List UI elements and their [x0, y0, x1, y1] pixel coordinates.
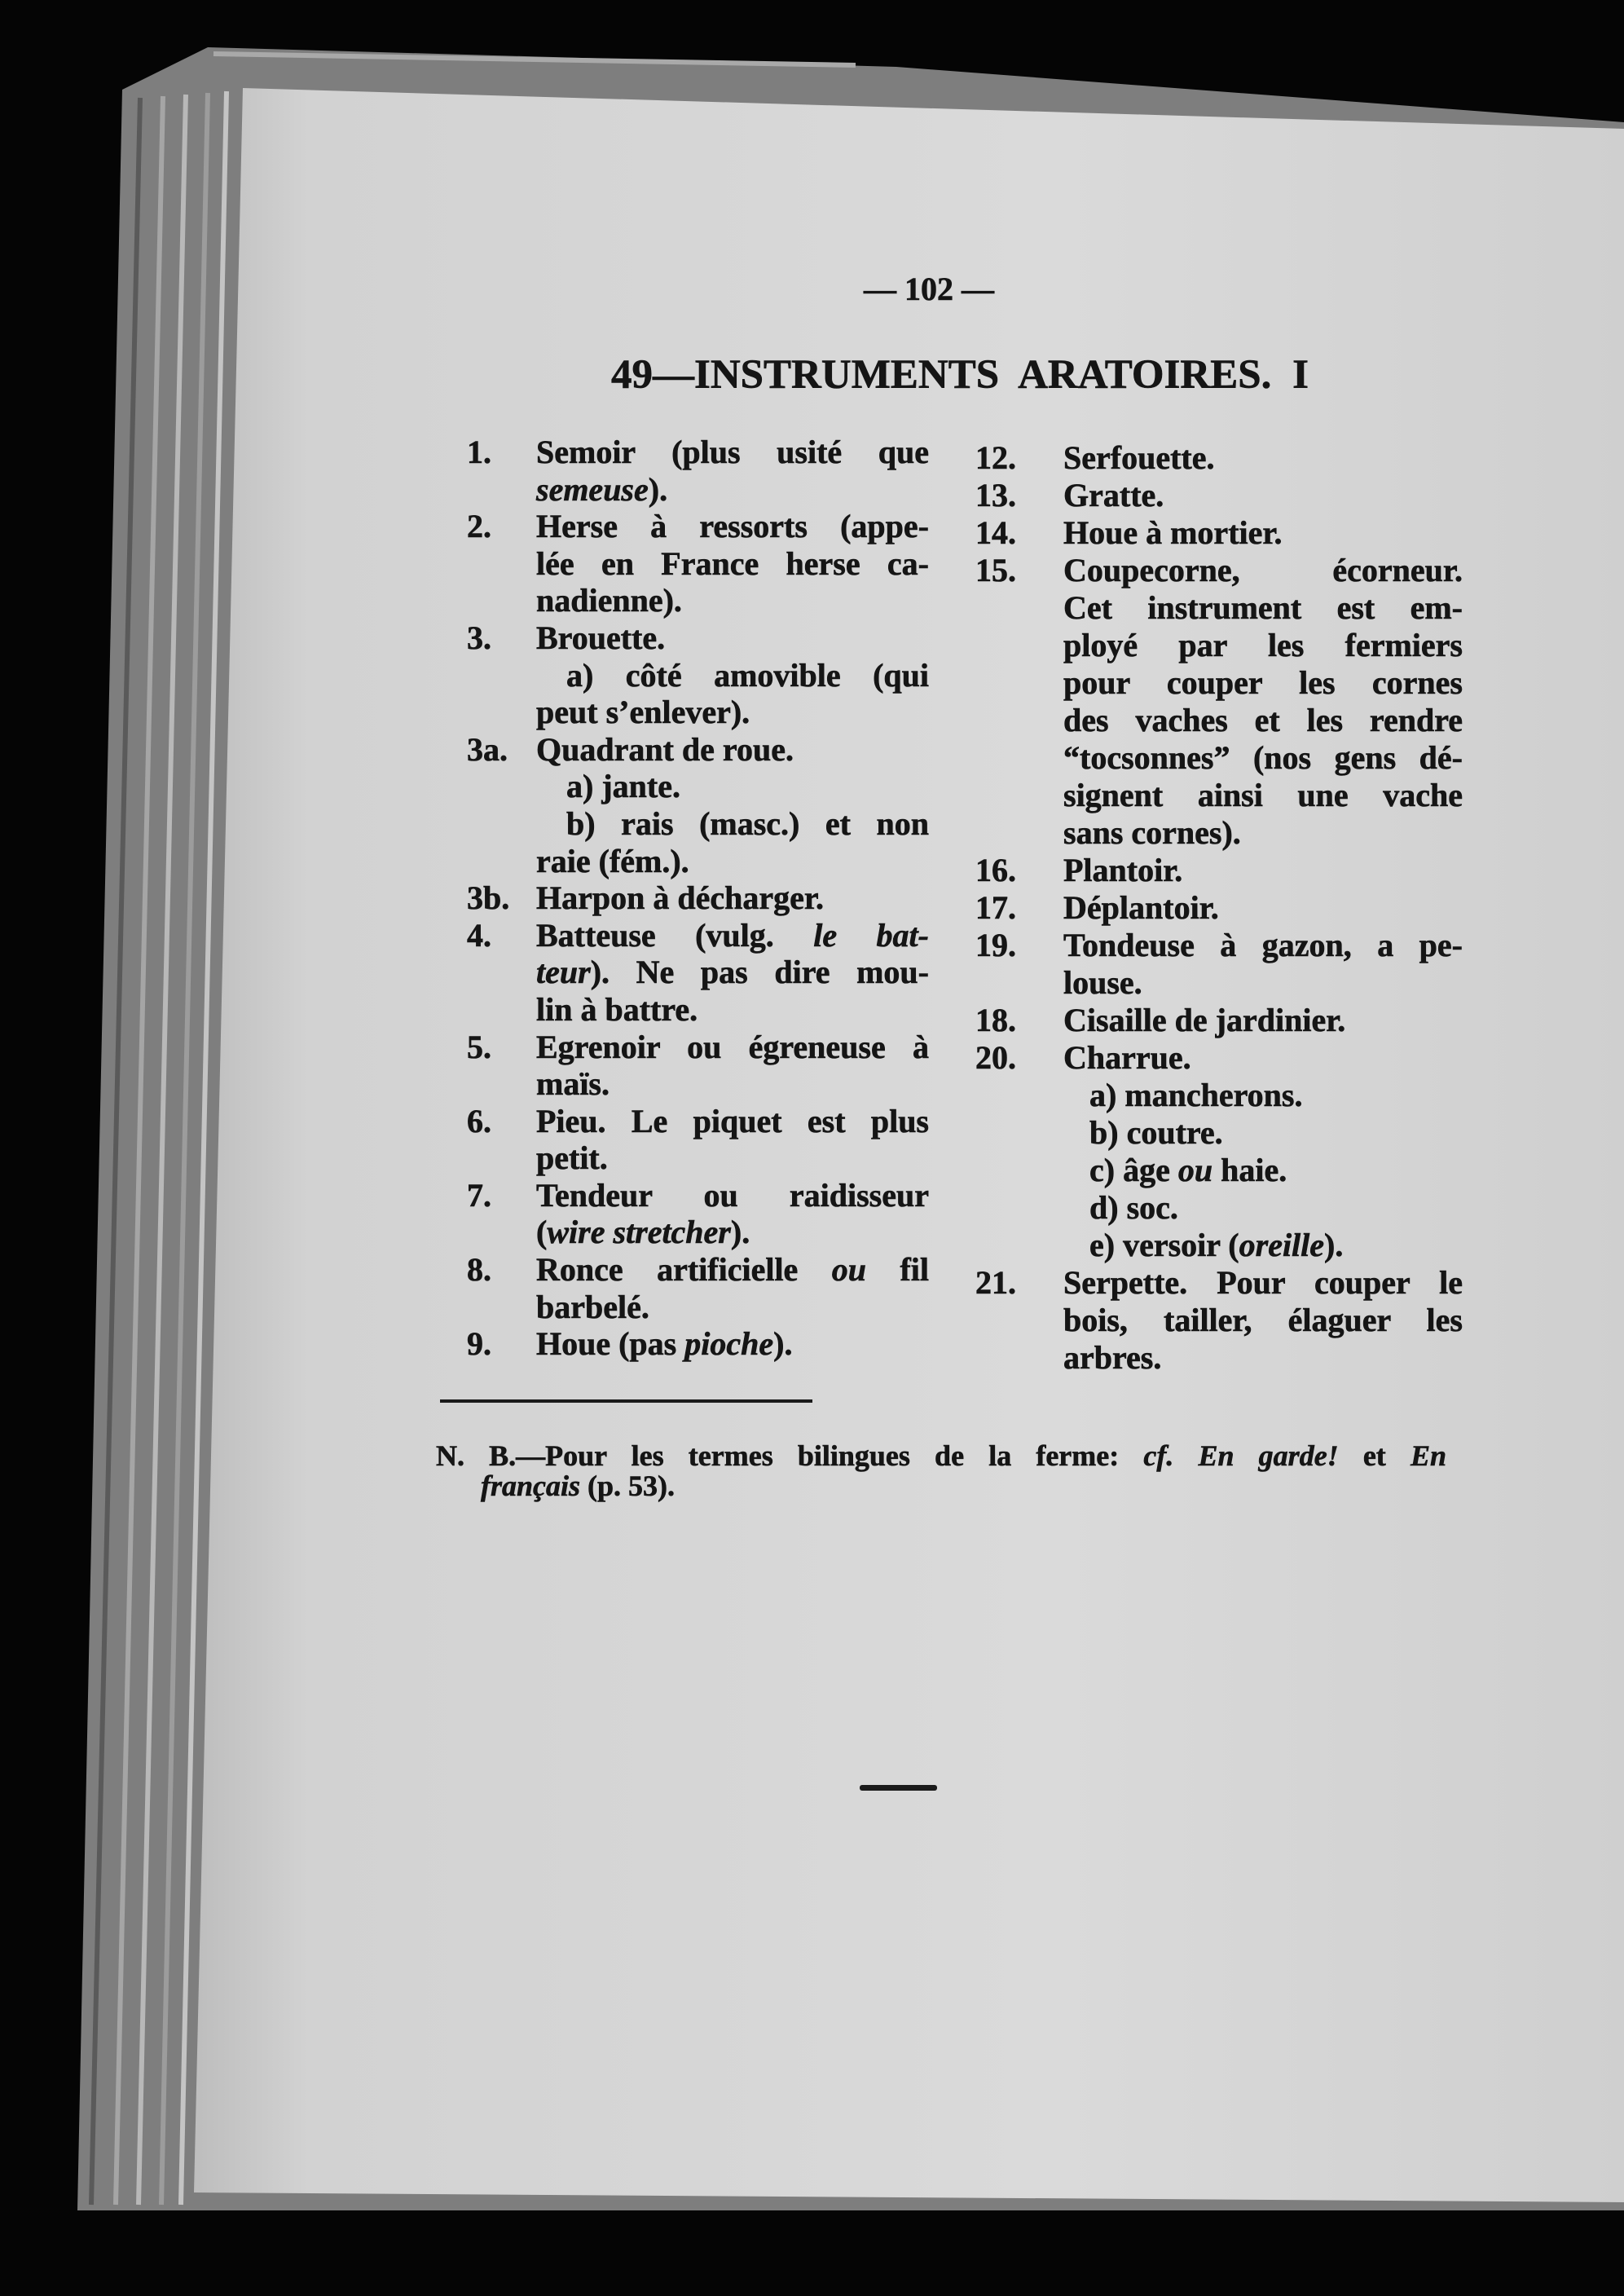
text: Batteuse (vulg. [536, 916, 814, 954]
entry-line [536, 508, 929, 545]
text: Egrenoir ou égreneuse à [536, 1028, 929, 1065]
entry-number: 20. [975, 1039, 1016, 1076]
text: d) soc. [1089, 1189, 1178, 1226]
text: (p. 53). [580, 1470, 676, 1502]
entry-line [536, 1325, 929, 1363]
text: des vaches et les rendre [1063, 702, 1463, 738]
entry-item [467, 508, 929, 619]
sub-item [1063, 1077, 1463, 1114]
sub-item-line [1063, 1077, 1463, 1114]
text: ). [773, 1325, 793, 1363]
entry-line [536, 1177, 929, 1214]
entry-line [1063, 1302, 1463, 1339]
italic-text: cf. En garde! [1143, 1439, 1339, 1472]
text: haie. [1212, 1152, 1287, 1188]
entry-line [1063, 1339, 1463, 1377]
entry-item [975, 927, 1463, 1002]
text: Semoir (plus usité que [536, 434, 929, 470]
text: Ronce artificielle [536, 1251, 832, 1289]
entry-line [536, 434, 929, 471]
text: b) rais (masc.) et non [566, 804, 929, 842]
page-number: — 102 — [864, 271, 994, 307]
text: ( [536, 1214, 548, 1251]
text: Quadrant de roue. [536, 730, 794, 768]
text: ). [1324, 1227, 1344, 1263]
entry-number: 17. [975, 889, 1016, 926]
entry-item [467, 1029, 929, 1103]
entry-item [975, 477, 1463, 514]
text: Tondeuse à gazon, a pe- [1063, 927, 1463, 963]
entry-line [1063, 852, 1463, 889]
text: ). [730, 1214, 750, 1251]
entry-line [536, 582, 929, 619]
entry-line [1063, 927, 1463, 964]
text: ). Ne pas dire mou- [590, 954, 929, 991]
footnote [436, 1441, 1446, 1501]
entry-number: 13. [975, 477, 1016, 513]
entry-line [1063, 814, 1463, 852]
entry-line [536, 1029, 929, 1066]
entry-number: 4. [467, 916, 491, 954]
sub-item-line [1063, 1152, 1463, 1189]
sub-item-line [536, 805, 929, 843]
text: Herse à ressorts (appe- [536, 508, 929, 545]
text: Coupecorne, écorneur. [1063, 552, 1463, 588]
entry-line [1063, 514, 1463, 552]
text: peut s’enlever). [536, 694, 750, 731]
sub-item-line [536, 694, 929, 731]
entry-number: 9. [467, 1325, 491, 1363]
footnote-rule [440, 1399, 812, 1403]
right-column [975, 439, 1463, 1377]
entry-line [536, 991, 929, 1029]
text: N. B.—Pour les termes bilingues de la ferme: [436, 1439, 1144, 1472]
italic-text: le bat- [813, 916, 929, 954]
italic-text: En [1410, 1439, 1446, 1472]
text: fil [866, 1251, 929, 1289]
entry-number: 14. [975, 514, 1016, 551]
entry-item [467, 434, 929, 508]
entry-line [1063, 1002, 1463, 1039]
entry-line [536, 1065, 929, 1103]
text: petit. [536, 1139, 608, 1177]
entry-number: 3. [467, 619, 491, 656]
text: Brouette. [536, 619, 666, 656]
entry-line [1063, 477, 1463, 514]
entry-item [467, 1177, 929, 1251]
sub-item [1063, 1227, 1463, 1264]
entry-line [1063, 702, 1463, 739]
text: a) côté amovible (qui [566, 656, 929, 694]
text: Gratte. [1063, 477, 1164, 513]
entry-line [1063, 552, 1463, 589]
entry-number: 19. [975, 927, 1016, 963]
sub-item-line [536, 843, 929, 880]
entry-line [1063, 627, 1463, 664]
footnote-line [436, 1441, 1446, 1471]
entry-item [467, 1251, 929, 1325]
entry-number: 1. [467, 434, 491, 470]
sub-item [1063, 1152, 1463, 1189]
entry-line [536, 731, 929, 769]
entry-line [536, 1214, 929, 1251]
entry-item [975, 1039, 1463, 1264]
entry-line [536, 545, 929, 583]
text: ). [648, 470, 668, 508]
entry-line [536, 879, 929, 917]
text: signent ainsi une vache [1063, 777, 1463, 813]
sub-item [1063, 1189, 1463, 1227]
sub-item [536, 805, 929, 879]
text: Cisaille de jardinier. [1063, 1002, 1346, 1038]
entry-number: 12. [975, 439, 1016, 476]
entry-line [1063, 664, 1463, 702]
entry-item [975, 889, 1463, 927]
entry-item [467, 1325, 929, 1363]
text: Harpon à décharger. [536, 879, 824, 917]
entry-item [467, 879, 929, 917]
entry-line [1063, 589, 1463, 627]
text: Cet instrument est em- [1063, 589, 1463, 626]
entry-number: 3a. [467, 730, 508, 768]
entry-item [975, 1264, 1463, 1377]
entry-line [1063, 739, 1463, 777]
entry-number: 7. [467, 1176, 491, 1214]
entry-line [1063, 777, 1463, 814]
text: a) jante. [566, 768, 680, 805]
italic-text: semeuse [536, 470, 649, 508]
entry-number: 6. [467, 1102, 491, 1139]
entry-item [975, 552, 1463, 852]
entry-item [975, 1002, 1463, 1039]
text: barbelé. [536, 1288, 649, 1325]
entry-item [467, 1103, 929, 1177]
entry-line [536, 619, 929, 657]
entry-line [536, 1103, 929, 1140]
entry-number: 21. [975, 1264, 1016, 1301]
italic-text: pioche [684, 1325, 774, 1363]
text: raie (fém.). [536, 842, 689, 879]
sub-item-line [1063, 1227, 1463, 1264]
text: “tocsonnes” (nos gens dé- [1063, 739, 1463, 776]
text: a) mancherons. [1089, 1077, 1303, 1113]
entry-line [536, 1139, 929, 1177]
text: Pieu. Le piquet est plus [536, 1102, 929, 1139]
entry-line [1063, 889, 1463, 927]
entry-number: 3b. [467, 879, 510, 917]
text: bois, tailler, élaguer les [1063, 1302, 1463, 1338]
italic-text: ou [831, 1251, 866, 1289]
left-column [467, 434, 929, 1363]
entry-line [536, 1251, 929, 1289]
italic-text: teur [536, 954, 591, 991]
text: Charrue. [1063, 1039, 1191, 1076]
entry-line [1063, 439, 1463, 477]
text: ployé par les fermiers [1063, 627, 1463, 663]
text: maïs. [536, 1065, 610, 1103]
text: e) versoir ( [1089, 1227, 1239, 1263]
entry-line [536, 1289, 929, 1326]
text: louse. [1063, 964, 1142, 1001]
italic-text: ou [1177, 1152, 1213, 1188]
entry-line [1063, 1264, 1463, 1302]
sub-item [536, 768, 929, 805]
entry-number: 8. [467, 1251, 491, 1289]
text: lée en France herse ca- [536, 544, 929, 582]
italic-text: wire stretcher [547, 1214, 731, 1251]
entry-line [536, 917, 929, 954]
italic-text: français [481, 1470, 581, 1502]
entry-number: 5. [467, 1028, 491, 1065]
entry-line [1063, 1039, 1463, 1077]
entry-number: 18. [975, 1002, 1016, 1038]
entry-item [467, 731, 929, 879]
entry-line [1063, 964, 1463, 1002]
entry-item [467, 619, 929, 731]
text: b) coutre. [1089, 1114, 1223, 1151]
text: Houe à mortier. [1063, 514, 1283, 551]
sub-item-line [1063, 1189, 1463, 1227]
footnote-line [436, 1471, 1446, 1501]
text: Serpette. Pour couper le [1063, 1264, 1463, 1301]
text: pour couper les cornes [1063, 664, 1463, 701]
entry-item [467, 917, 929, 1029]
italic-text: oreille [1239, 1227, 1325, 1263]
closing-ornament-rule [860, 1785, 937, 1791]
text: Tendeur ou raidisseur [536, 1176, 929, 1214]
entry-line [536, 954, 929, 991]
text: Plantoir. [1063, 852, 1183, 888]
sub-item [1063, 1114, 1463, 1152]
text: Serfouette. [1063, 439, 1215, 476]
sub-item-line [536, 768, 929, 805]
sub-item-line [1063, 1114, 1463, 1152]
sub-item [536, 657, 929, 731]
text: Houe (pas [536, 1325, 685, 1363]
entry-item [975, 852, 1463, 889]
entry-number: 2. [467, 508, 491, 545]
text: arbres. [1063, 1339, 1162, 1376]
text: et [1338, 1439, 1411, 1472]
entry-line [536, 471, 929, 509]
text: sans cornes). [1063, 814, 1241, 851]
entry-item [975, 439, 1463, 477]
text: lin à battre. [536, 990, 698, 1028]
text: nadienne). [536, 582, 682, 619]
text: c) âge [1089, 1152, 1178, 1188]
entry-item [975, 514, 1463, 552]
sub-item-line [536, 657, 929, 694]
text: Déplantoir. [1063, 889, 1219, 926]
entry-number: 15. [975, 552, 1016, 588]
section-title: 49—INSTRUMENTS ARATOIRES. I [611, 352, 1309, 398]
entry-number: 16. [975, 852, 1016, 888]
